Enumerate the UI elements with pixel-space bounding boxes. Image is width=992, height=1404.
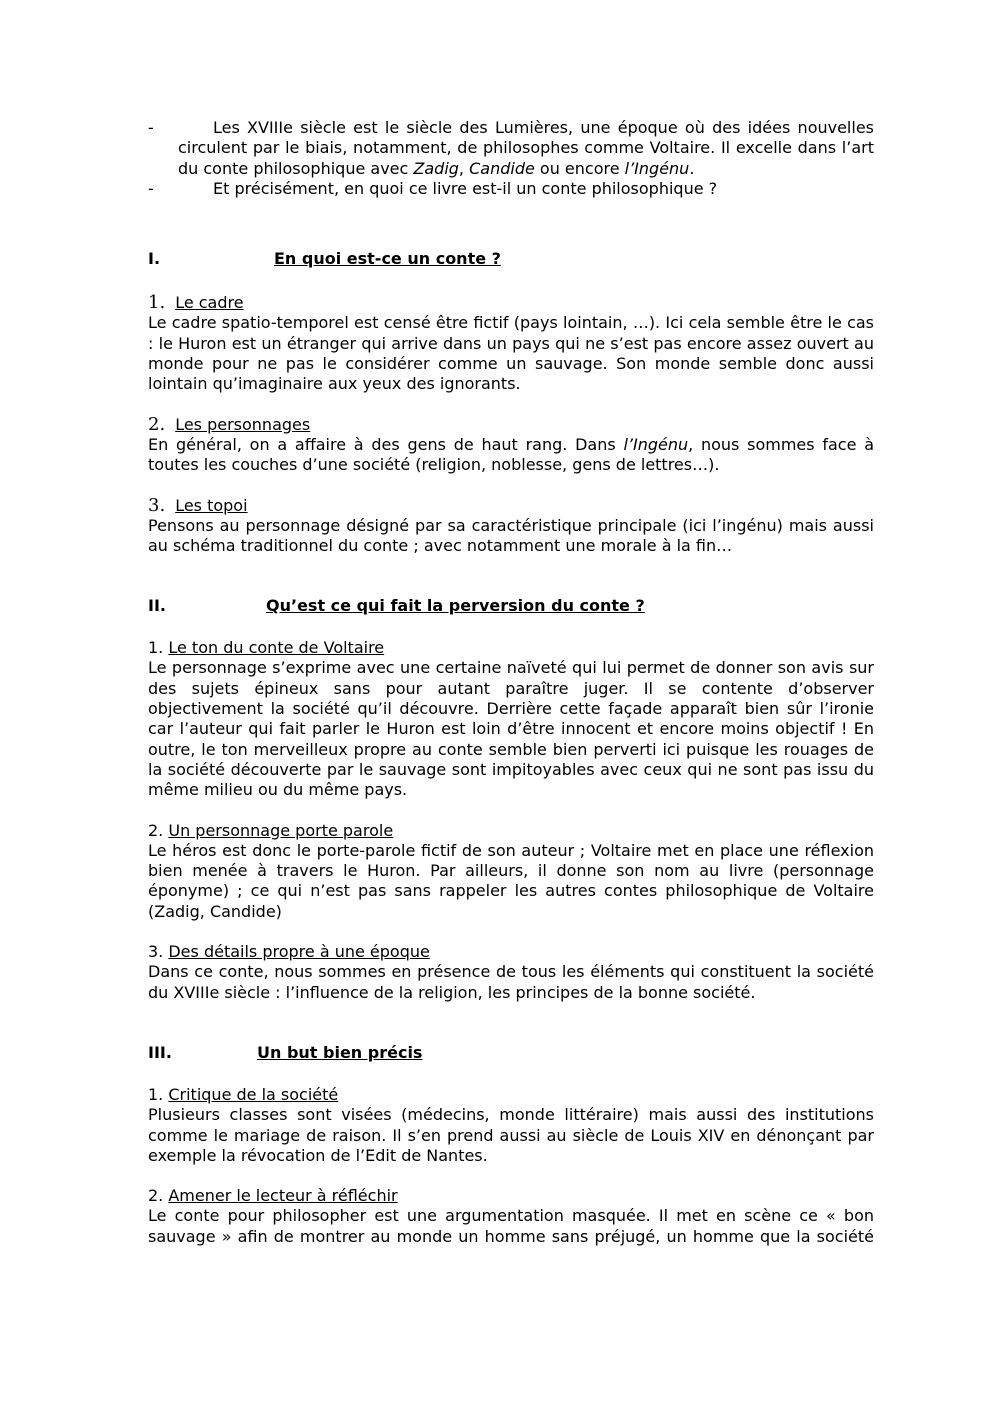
paragraph: Pensons au personnage désigné par sa caractéristique principale (ici l’ingénu) mais aussi au schéma traditionnel du conte ; avec notamment une morale à la fin… <box>148 515 874 556</box>
subsection-heading: 2. Les personnages <box>148 413 311 435</box>
section-heading-2 <box>148 596 874 616</box>
section-number: II. <box>148 596 166 616</box>
subsection-heading: 1. Critique de la société <box>148 1084 339 1104</box>
section-heading-3 <box>148 1043 874 1063</box>
bullet-dash: - <box>148 118 154 137</box>
subsection-heading: 1. Le ton du conte de Voltaire <box>148 638 385 658</box>
document-content <box>148 118 874 1247</box>
paragraph: Plusieurs classes sont visées (médecins, monde littéraire) mais aussi des institutions comme le mariage de raison. Il s’en prend aussi au siècle de Louis XIV en dénonçant par exemple la révocation de l’Edit de Nantes. <box>148 1105 874 1165</box>
intro-bullet-text: Et précisément, en quoi ce livre est-il un conte philosophique ? <box>213 178 718 198</box>
subsection-heading: 2. Amener le lecteur à réfléchir <box>148 1186 398 1206</box>
section-number: III. <box>148 1042 172 1062</box>
section-number: I. <box>148 249 161 269</box>
intro-bullet-2 <box>148 179 874 199</box>
section-heading-1 <box>148 249 874 269</box>
subsection-heading: 3. Les topoi <box>148 494 248 516</box>
subsection-heading: 2. Un personnage porte parole <box>148 820 394 840</box>
section-title: Qu’est ce qui fait la perversion du conte ? <box>266 596 645 616</box>
paragraph: En général, on a affaire à des gens de haut rang. Dans l’Ingénu, nous sommes face à toutes les couches d’une société (religion, noblesse, gens de lettres…). <box>148 434 874 475</box>
section-title: En quoi est-ce un conte ? <box>274 249 501 269</box>
intro-bullet-1 <box>148 118 874 179</box>
paragraph: Le héros est donc le porte-parole fictif de son auteur ; Voltaire met en place une réflexion bien menée à travers le Huron. Par ailleurs, il donne son nom au livre (personnage éponyme) ; ce qui n’est pas sans rappeler les autres contes philosophique de Voltaire (Zadig, Candide) <box>148 840 874 921</box>
bullet-dash: - <box>148 178 154 198</box>
subsection-heading: 3. Des détails propre à une époque <box>148 942 430 962</box>
paragraph: Dans ce conte, nous sommes en présence de tous les éléments qui constituent la société du XVIIIe siècle : l’influence de la religion, les principes de la bonne société. <box>148 962 874 1002</box>
intro-bullet-text: Les XVIIIe siècle est le siècle des Lumières, une époque où des idées nouvelles circulent par le biais, notamment, de philosophes comme Voltaire. Il excelle dans l’art du conte philosophique avec Zadig, Candide ou encore l’Ingénu. <box>178 118 874 178</box>
subsection-heading: 1. Le cadre <box>148 292 244 314</box>
paragraph: Le conte pour philosopher est une argumentation masquée. Il met en scène ce « bon sauvage » afin de montrer au monde un homme sans préjugé, un homme que la société <box>148 1206 874 1246</box>
paragraph: Le personnage s’exprime avec une certaine naïveté qui lui permet de donner son avis sur des sujets épineux sans pour autant paraître juger. Il se contente d’observer objectivement la société qu’il découvre. Derrière cette façade apparaît bien sûr l’ironie car l’auteur qui fait parler le Huron est loin d’être innocent et encore moins objectif ! En outre, le ton merveilleux propre au conte semble bien perverti ici puisque les rouages de la société découverte par le sauvage sont impitoyables avec ceux qui ne sont pas issu du même milieu ou du même pays. <box>148 658 874 800</box>
section-title: Un but bien précis <box>257 1042 423 1062</box>
paragraph: Le cadre spatio-temporel est censé être fictif (pays lointain, …). Ici cela semble être le cas : le Huron est un étranger qui arrive dans un pays qui ne s’est pas encore assez ouvert au monde pour ne pas le considérer comme un sauvage. Son monde semble donc aussi lointain qu’imaginaire aux yeux des ignorants. <box>148 313 874 394</box>
